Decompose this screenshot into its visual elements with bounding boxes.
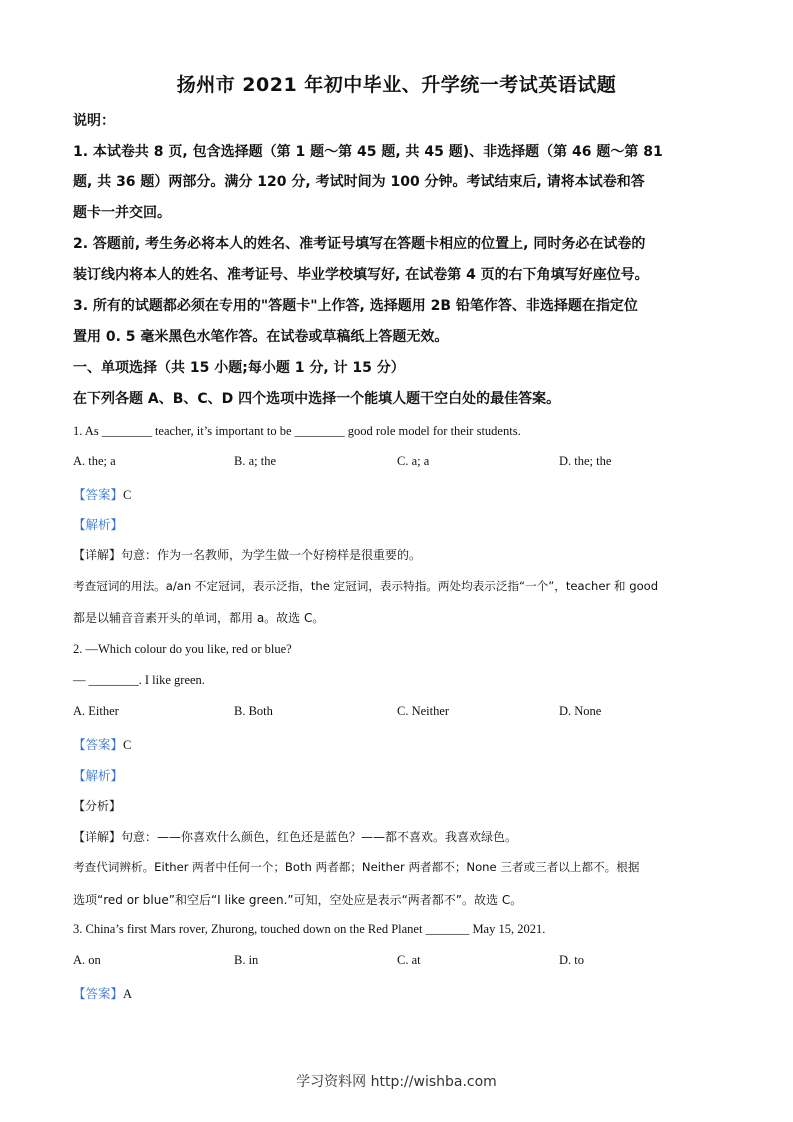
instruction-line-4: 2. 答题前, 考生务必将本人的姓名、准考证号填写在答题卡相应的位置上, 同时务必在试卷的	[73, 236, 646, 252]
q1-explanation-2: 都是以辅音音素开头的单词，都用 a。故选 C。	[73, 611, 325, 625]
q3-option-b: B. in	[234, 953, 259, 967]
section-directive: 在下列各题 A、B、C、D 四个选项中选择一个能填人题干空白处的最佳答案。	[73, 391, 561, 407]
q1-explanation-1: 考查冠词的用法。a/an 不定冠词，表示泛指，the 定冠词，表示特指。两处均表示泛指“一个”，teacher 和 good	[73, 579, 659, 593]
q1-option-d: D. the; the	[559, 454, 612, 468]
q1-detail: 【详解】句意：作为一名教师，为学生做一个好榜样是很重要的。	[73, 548, 422, 562]
q1-option-b: B. a; the	[234, 454, 277, 468]
q2-explanation-1: 考查代词辨析。Either 两者中任何一个；Both 两者都；Neither 两者都不；None 三者或三者以上都不。根据	[73, 860, 640, 874]
q1-option-c: C. a; a	[397, 454, 430, 468]
page-footer: 学习资料网 http://wishba.com	[296, 1074, 497, 1090]
instructions-heading: 说明：	[73, 113, 115, 129]
answer-value: C	[123, 488, 132, 502]
q1-stem: 1. As ________ teacher, it’s important to be ________ good role model for their students.	[73, 424, 521, 438]
q1-option-a: A. the; a	[73, 454, 116, 468]
q2-option-b: B. Both	[234, 704, 273, 718]
q3-option-c: C. at	[397, 953, 421, 967]
section-heading: 一、单项选择（共 15 小题;每小题 1 分, 计 15 分）	[73, 360, 405, 376]
q2-option-a: A. Either	[73, 704, 119, 718]
answer-tag: 【答案】	[73, 487, 124, 502]
q2-fenxi: 【分析】	[73, 799, 122, 813]
q2-stem: 2. —Which colour do you like, red or blue?	[73, 642, 292, 656]
instruction-line-1: 1. 本试卷共 8 页, 包含选择题（第 1 题～第 45 题, 共 45 题)、非选择题（第 46 题～第 81	[73, 144, 663, 160]
instruction-line-7: 置用 0. 5 毫米黑色水笔作答。在试卷或草稿纸上答题无效。	[73, 329, 449, 345]
q2-answer	[73, 735, 131, 753]
q2-analysis-tag: 【解析】	[73, 768, 124, 783]
page-title: 扬州市 2021 年初中毕业、升学统一考试英语试题	[176, 74, 617, 96]
q2-option-c: C. Neither	[397, 704, 450, 718]
instruction-line-6: 3. 所有的试题都必须在专用的"答题卡"上作答, 选择题用 2B 铅笔作答、非选择题在指定位	[73, 298, 638, 314]
q2-option-d: D. None	[559, 704, 602, 718]
q2-explanation-2: 选项“red or blue”和空后“I like green.”可知，空处应是表示“两者都不”。故选 C。	[73, 893, 523, 907]
q2-detail: 【详解】句意：——你喜欢什么颜色，红色还是蓝色？——都不喜欢。我喜欢绿色。	[73, 830, 518, 844]
q3-option-a: A. on	[73, 953, 101, 967]
answer-tag: 【答案】	[73, 737, 124, 752]
q1-answer	[73, 485, 131, 503]
q1-analysis-tag: 【解析】	[73, 517, 124, 532]
instruction-line-5: 装订线内将本人的姓名、准考证号、毕业学校填写好, 在试卷第 4 页的右下角填写好座位号。	[73, 267, 649, 283]
answer-value: C	[123, 738, 132, 752]
q3-stem: 3. China’s first Mars rover, Zhurong, touched down on the Red Planet _______ May 15, 2021.	[73, 922, 546, 936]
instruction-line-2: 题, 共 36 题）两部分。满分 120 分, 考试时间为 100 分钟。考试结束后, 请将本试卷和答	[73, 174, 645, 190]
answer-tag: 【答案】	[73, 986, 124, 1001]
q3-option-d: D. to	[559, 953, 584, 967]
q2-stem-reply: — ________. I like green.	[73, 673, 205, 687]
instruction-line-3: 题卡一并交回。	[73, 205, 171, 221]
q3-answer	[73, 984, 132, 1002]
answer-value: A	[123, 987, 133, 1001]
